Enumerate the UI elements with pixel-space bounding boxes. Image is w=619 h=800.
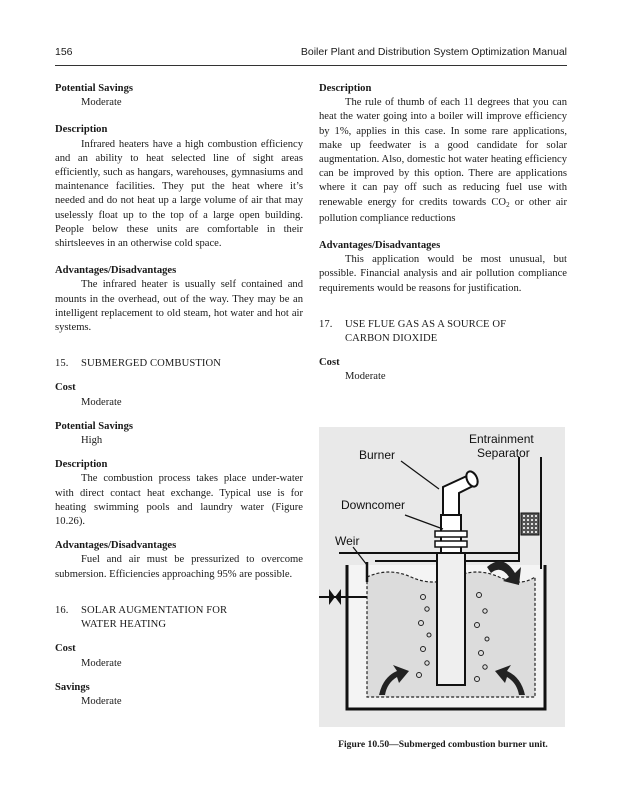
s16-savings-heading: Savings	[55, 681, 90, 693]
s16-savings-value: Moderate	[81, 695, 122, 707]
s15-description-heading: Description	[55, 459, 108, 471]
running-title: Boiler Plant and Distribution System Optimization Manual	[300, 46, 567, 58]
s15-cost-heading: Cost	[55, 382, 76, 394]
r-advantages-text: This application would be most unusual, but possible. Financial analysis and air pollution compliance requirements would be reasons for justification.	[319, 254, 567, 294]
weir-leader	[353, 547, 367, 565]
s16-cost-heading: Cost	[55, 643, 76, 655]
burner-diagram	[319, 427, 565, 727]
label-burner: Burner	[359, 448, 396, 462]
s17-cost-heading: Cost	[319, 357, 340, 369]
top-plate	[339, 553, 519, 561]
potential-savings-value: Moderate	[81, 97, 122, 109]
label-entrainment: Entrainment	[469, 432, 534, 446]
section-16-number: 16.	[55, 604, 69, 616]
s16-cost-value: Moderate	[81, 657, 122, 669]
r-description-text-a: The rule of thumb of each 11 degrees that you can heat the water going into a boiler will improve efficiency by 1%, applies in this case. In some rare applications, make up feedwater is a good candidate for solar augmentation. Also, domestic hot water heating efficiency can be improved by this option. There are applications where it can pay off such as reducing fuel use with renewable energy for credits towards CO	[319, 97, 567, 208]
advantages-text: The infrared heater is usually self contained and mounts in the overhead, out of the way. They may be an intelligent replacement to old steam, hot water and hot air systems.	[55, 279, 303, 334]
page-number: 156	[55, 46, 73, 58]
section-16-heading	[55, 604, 303, 632]
r-description-text	[319, 96, 567, 226]
section-16-title-line1: SOLAR AUGMENTATION FOR	[81, 604, 228, 616]
description-text: Infrared heaters have a high combustion efficiency and an ability to heat selected line of sight areas efficiently, such as hangars, warehouses, gymnasiums and maintenance facilities. They put the heat where it’s needed and do not heat up a large volume of air that may uselessly float up to the top of a large open building. People below these units are comfortable in their shirtsleeves in an otherwise cold space.	[55, 138, 303, 250]
potential-savings-heading: Potential Savings	[55, 83, 133, 94]
header-rule	[55, 65, 567, 66]
burner-flange	[435, 531, 467, 537]
figure-caption: Figure 10.50—Submerged combustion burner unit.	[338, 739, 548, 750]
s15-savings-heading: Potential Savings	[55, 420, 133, 432]
s17-cost-value: Moderate	[345, 371, 386, 383]
s15-advantages-heading: Advantages/Disadvantages	[55, 540, 177, 552]
description-heading: Description	[55, 124, 108, 136]
section-17-number: 17.	[319, 318, 333, 330]
left-column	[55, 82, 303, 709]
right-column	[319, 82, 567, 385]
s15-description-text: The combustion process takes place under-water with direct contact heat exchange. Typical use is for heating swimming pools and laundry water (Figure 10.26).	[55, 473, 303, 528]
section-16-title	[81, 604, 227, 632]
label-downcomer: Downcomer	[341, 498, 406, 512]
section-17-heading	[319, 318, 567, 346]
r-description-subscript: 2	[506, 200, 510, 209]
burner-flange2	[435, 541, 467, 547]
section-15-title: SUBMERGED COMBUSTION	[81, 358, 222, 370]
section-17-title	[345, 318, 506, 346]
label-separator: Separator	[477, 446, 530, 460]
separator-mesh	[521, 513, 539, 535]
s15-savings-value: High	[81, 435, 103, 447]
r-description-text-b: or other air pollution compliance reductions	[319, 196, 567, 224]
s15-cost-value: Moderate	[81, 396, 122, 408]
section-16-title-line2: WATER HEATING	[81, 619, 167, 631]
section-17-title-line2: CARBON DIOXIDE	[345, 333, 438, 345]
section-17-title-line1: USE FLUE GAS AS A SOURCE OF	[345, 318, 507, 330]
downcomer-tube	[437, 553, 465, 685]
burner-leader	[401, 461, 439, 489]
r-advantages-heading: Advantages/Disadvantages	[319, 240, 441, 252]
r-description-heading: Description	[319, 83, 372, 94]
section-15-number: 15.	[55, 358, 69, 370]
advantages-heading: Advantages/Disadvantages	[55, 265, 177, 277]
valve-icon	[329, 589, 341, 605]
s15-advantages-text: Fuel and air must be pressurized to overcome submersion. Efficiencies approaching 95% are possible.	[55, 554, 303, 580]
label-weir: Weir	[335, 534, 360, 548]
downcomer-leader	[405, 515, 443, 529]
figure-submerged-burner	[319, 427, 565, 727]
section-15-heading	[55, 357, 303, 371]
